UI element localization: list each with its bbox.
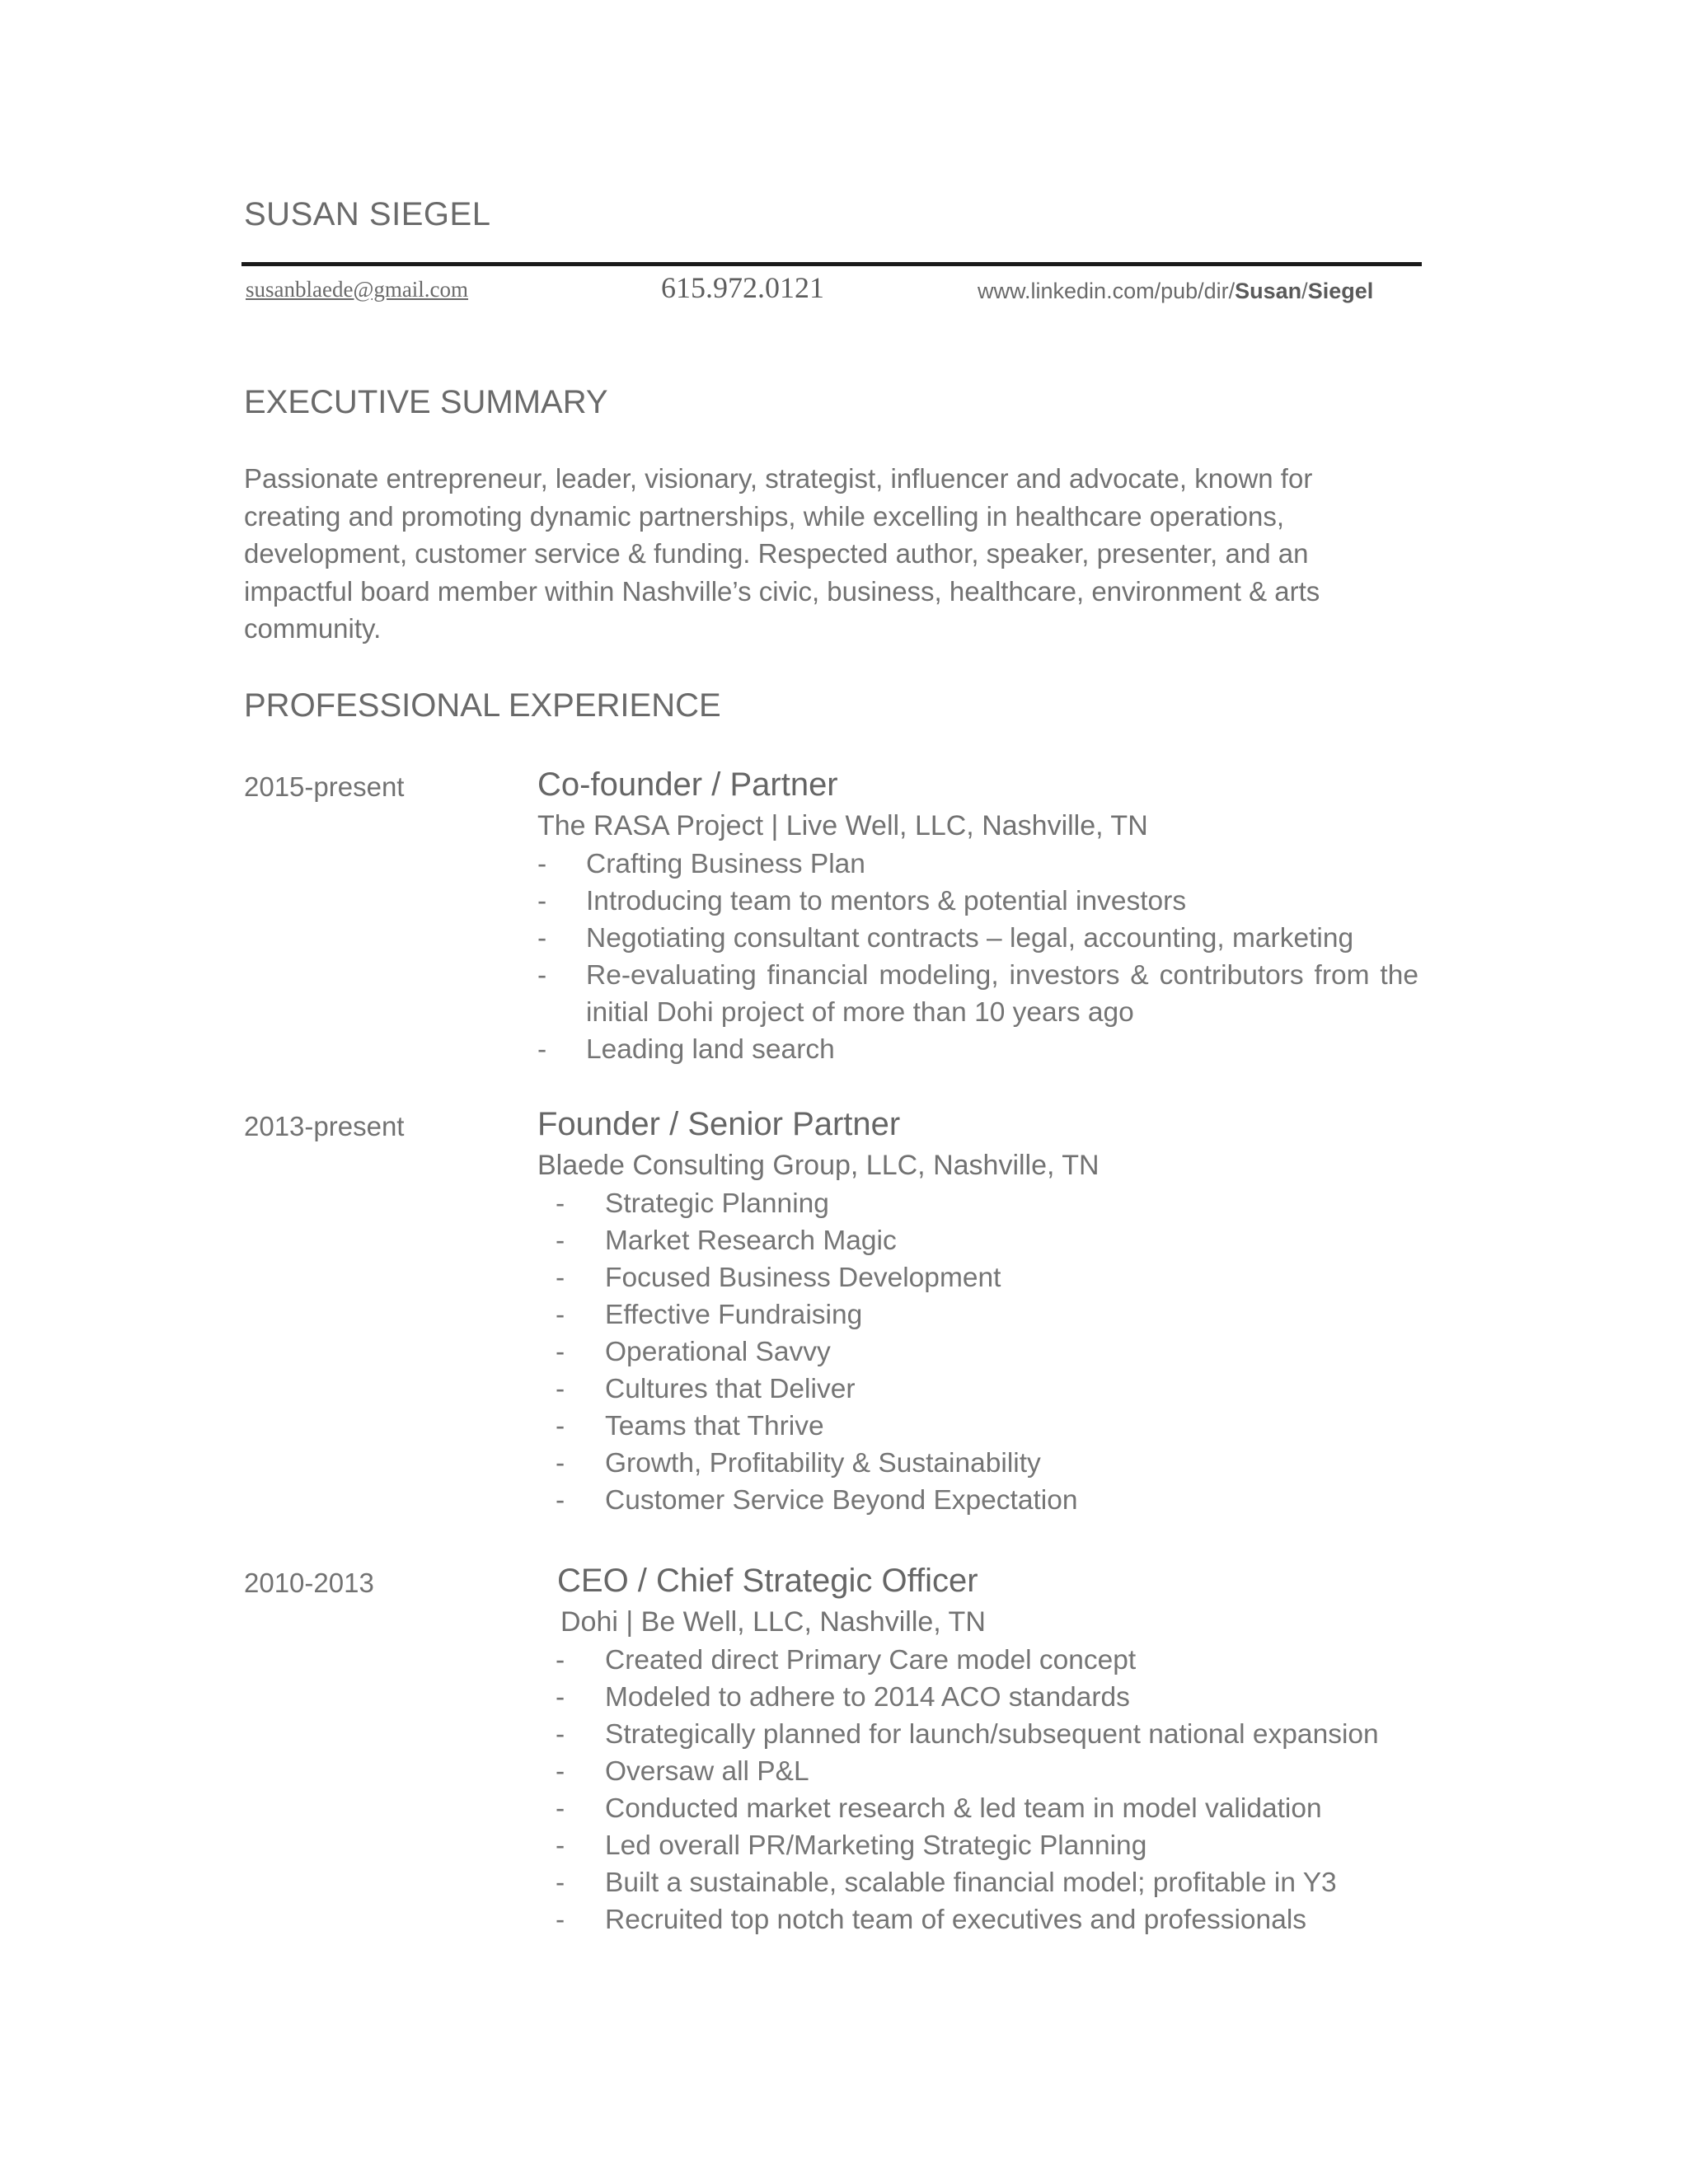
job-bullet [556,1642,1421,1679]
bullet-dash: - [556,1830,565,1861]
bullet-text: Re-evaluating financial modeling, investors & contributors from the initial Dohi project of more than 10 years ago [586,960,1418,1028]
professional-experience-heading: PROFESSIONAL EXPERIENCE [244,687,721,724]
job-bullet [537,883,1419,920]
bullet-text: Leading land search [586,1034,835,1065]
bullet-text: Oversaw all P&L [605,1756,809,1787]
job-bullet [537,846,1419,883]
bullet-text: Built a sustainable, scalable financial model; profitable in Y3 [605,1868,1337,1898]
bullet-dash: - [556,1682,565,1713]
bullet-dash: - [556,1374,565,1404]
job-bullet [556,1259,1421,1296]
job-company: Dohi | Be Well, LLC, Nashville, TN [560,1606,986,1638]
header-divider [241,262,1422,266]
job-bullet [556,1716,1421,1753]
bullet-dash: - [556,1793,565,1824]
bullet-text: Strategic Planning [605,1188,829,1219]
job-bullet [556,1408,1421,1445]
job-bullet [556,1185,1421,1222]
linkedin-sep: / [1301,279,1308,303]
job-bullet [556,1679,1421,1716]
bullet-text: Introducing team to mentors & potential investors [586,886,1187,916]
bullet-dash: - [556,1188,565,1219]
executive-summary-text: Passionate entrepreneur, leader, visionary, strategist, influencer and advocate, known for creating and promoting dynamic partnerships, while excelling in healthcare operations, development, customer service & funding. Respected author, speaker, presenter, and an impactful board member within Nashville’s civic, business, healthcare, environment & arts community. [244,463,1320,644]
job-bullet [556,1222,1421,1259]
bullet-text: Negotiating consultant contracts – legal, accounting, marketing [586,923,1354,954]
job-bullet [537,1031,1419,1068]
job-title: Co-founder / Partner [537,766,838,803]
job-bullet-list [556,1185,1421,1519]
job-bullet [556,1901,1421,1938]
bullet-text: Growth, Profitability & Sustainability [605,1448,1041,1479]
executive-summary-heading: EXECUTIVE SUMMARY [244,384,608,420]
job-bullet [556,1790,1421,1827]
job-title: CEO / Chief Strategic Officer [557,1563,978,1599]
job-bullet [556,1333,1421,1371]
bullet-dash: - [537,960,547,991]
bullet-dash: - [556,1226,565,1256]
job-dates: 2010-2013 [244,1568,374,1598]
job-company: The RASA Project | Live Well, LLC, Nashville, TN [537,810,1148,841]
bullet-dash: - [556,1411,565,1441]
bullet-dash: - [556,1905,565,1935]
job-bullet-list [556,1642,1421,1938]
bullet-dash: - [537,886,547,916]
bullet-text: Strategically planned for launch/subsequent national expansion [605,1719,1379,1750]
job-bullet [556,1296,1421,1333]
job-bullet [556,1371,1421,1408]
bullet-dash: - [556,1485,565,1516]
bullet-text: Teams that Thrive [605,1411,824,1441]
job-bullet [556,1445,1421,1482]
linkedin-first: Susan [1235,279,1302,303]
bullet-text: Operational Savvy [605,1337,831,1367]
bullet-text: Modeled to adhere to 2014 ACO standards [605,1682,1130,1713]
bullet-dash: - [537,1034,547,1065]
bullet-text: Market Research Magic [605,1226,897,1256]
bullet-text: Led overall PR/Marketing Strategic Planning [605,1830,1147,1861]
job-bullet [556,1864,1421,1901]
linkedin-last: Siegel [1307,279,1374,303]
bullet-dash: - [556,1719,565,1750]
job-bullet [556,1482,1421,1519]
bullet-dash: - [537,923,547,954]
email-link[interactable]: susanblaede@gmail.com [246,277,469,302]
job-dates: 2013-present [244,1111,405,1141]
bullet-dash: - [556,1756,565,1787]
job-bullet [537,957,1419,1031]
bullet-dash: - [556,1300,565,1330]
job-title: Founder / Senior Partner [537,1106,901,1142]
bullet-text: Effective Fundraising [605,1300,863,1330]
bullet-text: Crafting Business Plan [586,849,865,879]
bullet-text: Cultures that Deliver [605,1374,856,1404]
bullet-dash: - [556,1448,565,1479]
job-company: Blaede Consulting Group, LLC, Nashville, TN [537,1150,1100,1181]
bullet-text: Conducted market research & led team in model validation [605,1793,1322,1824]
job-bullet-list [537,846,1419,1068]
phone-number: 615.972.0121 [661,271,824,304]
job-dates: 2015-present [244,771,405,802]
bullet-dash: - [537,849,547,879]
bullet-text: Focused Business Development [605,1263,1001,1293]
candidate-name: SUSAN SIEGEL [244,196,491,232]
bullet-dash: - [556,1868,565,1898]
job-bullet [556,1827,1421,1864]
bullet-dash: - [556,1263,565,1293]
job-bullet [537,920,1419,957]
bullet-text: Recruited top notch team of executives and professionals [605,1905,1307,1935]
linkedin-link[interactable] [978,279,1373,304]
bullet-text: Created direct Primary Care model concept [605,1645,1137,1675]
linkedin-prefix: www.linkedin.com/pub/dir/ [978,279,1236,303]
bullet-dash: - [556,1645,565,1675]
job-bullet [556,1753,1421,1790]
bullet-dash: - [556,1337,565,1367]
bullet-text: Customer Service Beyond Expectation [605,1485,1078,1516]
